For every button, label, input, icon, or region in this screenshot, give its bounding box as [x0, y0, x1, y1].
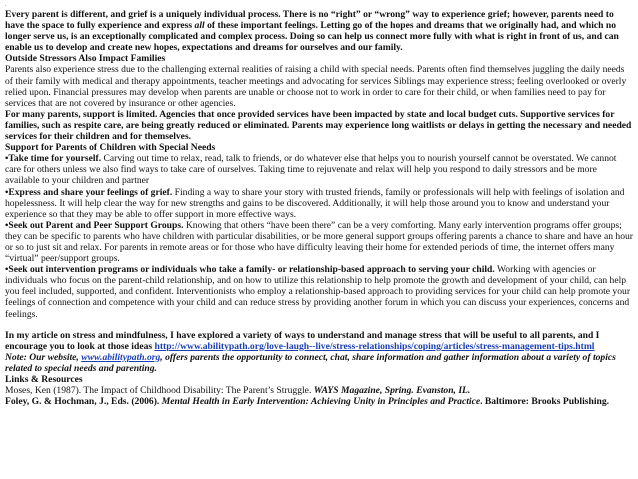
support-limited-paragraph: For many parents, support is limited. Agencies that once provided services have been impacted by state and local budget cuts. Supportive services for families, such as respite care, are being greatly reduced or eliminated. Parents may experience long waitlists or delays in getting the necessary and needed services for their children and for themselves. [5, 108, 632, 143]
reference-text: Foley, G. & Hochman, J., Eds. (2006). [5, 396, 162, 408]
bullet-take-time [5, 153, 633, 186]
heading-outside-stressors: Outside Stressors Also Impact Families [5, 53, 166, 65]
bullet-lead: •Express and share your feelings of grief. [5, 186, 173, 198]
stress-tips-link[interactable]: http://www.abilitypath.org/love-laugh--live/stress-relationships/coping/articles/stress-management-tips.html [154, 340, 595, 352]
spacer [5, 320, 633, 330]
bullet-lead: •Take time for yourself. [5, 153, 102, 165]
bullet-intervention-programs [5, 264, 633, 319]
article-text: In my article on stress and mindfulness, I have explored a variety of ways to understand and manage stress that will be useful to all parents, and I encourage you to look at those ideas [5, 329, 600, 352]
bullet-text: Knowing that others “have been there” can be a very comforting. Many early intervention programs offer groups; they can be specific to parents who have children with particular disabilities, or be more general support groups offering parents a chance to share and have an hour or so to just sit and relax. For parents in remote areas or for those who have difficulty leaving their home for extended periods of time, the internet offers many “virtual” peer/support groups. [5, 219, 633, 265]
heading-support-parents: Support for Parents of Children with Special Needs [5, 142, 216, 154]
bullet-text: Carving out time to relax, read, talk to friends, or do whatever else that helps you to nourish yourself cannot be overstated. We cannot care for others unless we also find ways to take care of ourselves. Taking time to rejuvenate and relax will help you respond to daily stressors and be more available to your children and partner [5, 153, 617, 187]
heading-links-resources: Links & Resources [5, 374, 83, 385]
abilitypath-link[interactable]: www.abilitypath.org [81, 351, 161, 363]
reference-publisher: . Baltimore: Brooks Publishing. [480, 396, 610, 408]
intro-text-a: Every parent is different, and grief is a uniquely individual process. There is no “right” or “wrong” way to experience grief; however, parents need to have the space to fully experience and express [5, 9, 614, 32]
reference-foley [5, 396, 633, 407]
note-paragraph [5, 352, 633, 374]
intro-emphasis: all [194, 20, 205, 32]
bullet-express-feelings [5, 187, 633, 220]
top-dot: . [5, 2, 7, 8]
outside-stressors-paragraph: Parents also experience stress due to the challenging external realities of raising a child with special needs. Parents often find themselves juggling the daily needs of their family with medical and therapy appointments, teacher meetings and advocating for services Siblings may experience stress; feeling overlooked or overly relied upon. Financial pressures may develop when parents are unable or choose not to work in order to care for their child, or when families need to pay for services that are not covered by insurance or other agencies. [5, 64, 627, 109]
intro-paragraph [5, 9, 633, 53]
bullet-text: Finding a way to share your story with trusted friends, family or professionals will help with feelings of isolation and hopelessness. It will help clear the way for new strengths and gains to be discovered. Additionally, it will help those around you to know and understand your experience so that they may be able to offer support in more effective ways. [5, 186, 625, 220]
bullet-lead: •Seek out Parent and Peer Support Groups. [5, 219, 184, 231]
reference-source: WAYS Magazine, Spring. Evanston, IL. [313, 385, 471, 397]
bullet-text: Working with agencies or individuals who focus on the parent-child relationship, and on how to utilize this relationship to help promote the growth and development of your child, can help you feel included, supported, and confident. Interventionists who employ a relationship-based approach to providing services for your child can help promote your feelings of connection and competence with your child and can reduce stress by providing another forum in which you can discuss your experiences, concerns and feelings. [5, 264, 631, 320]
reference-moses [5, 385, 633, 396]
bullet-lead: •Seek out intervention programs or individuals who take a family- or relationship-based approach to serving your child. [5, 264, 495, 276]
bullet-support-groups [5, 220, 633, 264]
note-text-a: Note: Our website, [5, 351, 82, 363]
intro-text-b: of these important feelings. Letting go of the hopes and dreams that we originally had, and which no longer serve us, is an exceptionally complicated and complex process. Doing so can help us connect more fully with what is right in front of us, and can enable us to develop and create new hopes, expectations and dreams for ourselves and our family. [5, 20, 619, 54]
note-text-b: , offers parents the opportunity to connect, chat, share information and gather information about a variety of topics related to special needs and parenting. [5, 351, 616, 374]
reference-title: Mental Health in Early Intervention: Achieving Unity in Principles and Practice [161, 396, 481, 408]
reference-text: Moses, Ken (1987). The Impact of Childhood Disability: The Parent’s Struggle. [5, 385, 314, 397]
document-page [5, 2, 633, 407]
article-paragraph [5, 330, 633, 352]
